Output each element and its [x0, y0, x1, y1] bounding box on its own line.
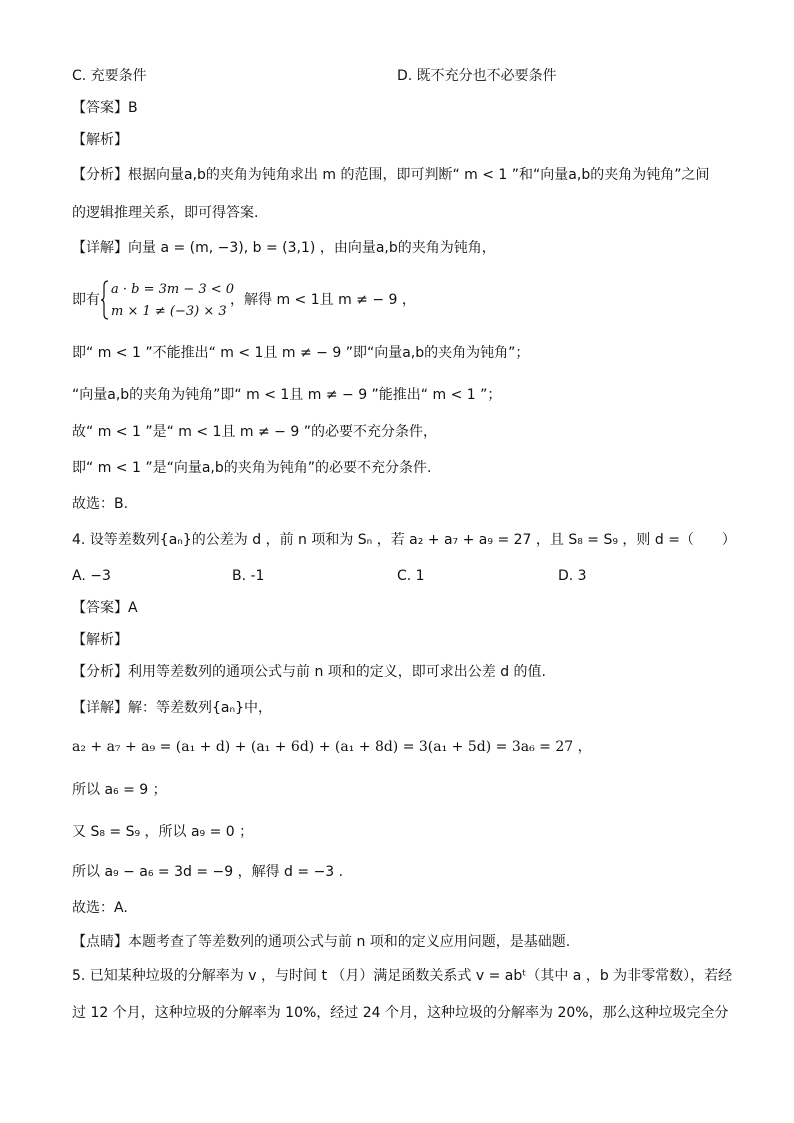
system-row-2: m × 1 ≠ (−3) × 3 — [111, 304, 227, 319]
system-result: ，解得 m < 1且 m ≠ − 9 ， — [230, 292, 416, 308]
equation-2: 所以 a₆ = 9 ； — [72, 782, 167, 798]
detail-text: 【详解】向量 a = (m, −3), b = (3,1) ，由向量a,b的夹角为钝角， — [72, 240, 496, 256]
choice-result: 故选：B. — [72, 496, 129, 512]
option-b: B. -1 — [232, 568, 265, 584]
reasoning-4: 即“ m < 1 ”是“向量a,b的夹角为钝角”的必要不充分条件. — [72, 460, 432, 476]
detail-text: 【详解】解：等差数列{aₙ}中， — [72, 700, 272, 716]
option-d: D. 3 — [558, 568, 587, 584]
question-5-cont: 过 12 个月，这种垃圾的分解率为 10%，经过 24 个月，这种垃圾的分解率为 20%，那么这种垃圾完全分 — [72, 1005, 729, 1021]
equation-3: 又 S₈ = S₉ ，所以 a₉ = 0 ； — [72, 824, 254, 840]
analysis-text: 【分析】根据向量a,b的夹角为钝角求出 m 的范围，即可判断“ m < 1 ”和“向量a,b的夹角为钝角”之间 — [72, 167, 710, 183]
option-d: D. 既不充分也不必要条件 — [397, 68, 557, 84]
comment-text: 【点睛】本题考查了等差数列的通项公式与前 n 项和的定义应用问题，是基础题. — [72, 934, 571, 950]
equation-1: a₂ + a₇ + a₉ = (a₁ + d) + (a₁ + 6d) + (a₁ + 8d) = 3(a₁ + 5d) = 3a₆ = 27 ， — [72, 739, 592, 755]
question-5: 5. 已知某种垃圾的分解率为 v ，与时间 t （月）满足函数关系式 v = abᵗ（其中 a ，b 为非零常数），若经 — [72, 968, 733, 984]
brace-icon — [101, 280, 109, 320]
option-a: A. −3 — [72, 568, 111, 584]
reasoning-2: “向量a,b的夹角为钝角”即“ m < 1且 m ≠ − 9 ”能推出“ m < 1 ”； — [72, 387, 502, 403]
option-c: C. 1 — [397, 568, 425, 584]
option-c: C. 充要条件 — [72, 68, 147, 84]
analysis-text-cont: 的逻辑推理关系，即可得答案. — [72, 205, 259, 221]
equation-4: 所以 a₉ − a₆ = 3d = −9 ，解得 d = −3 . — [72, 864, 344, 880]
answer-label: 【答案】B — [72, 100, 138, 116]
answer-label: 【答案】A — [72, 600, 138, 616]
analysis-heading: 【解析】 — [72, 132, 128, 148]
system-prefix: 即有 — [72, 292, 100, 308]
analysis-heading: 【解析】 — [72, 632, 128, 648]
analysis-text: 【分析】利用等差数列的通项公式与前 n 项和的定义，即可求出公差 d 的值. — [72, 664, 547, 680]
reasoning-3: 故“ m < 1 ”是“ m < 1且 m ≠ − 9 ”的必要不充分条件， — [72, 424, 437, 440]
question-4: 4. 设等差数列{aₙ}的公差为 d ，前 n 项和为 Sₙ ，若 a₂ + a₇ + a₉ = 27 ，且 S₈ = S₉ ，则 d =（ ） — [72, 532, 736, 548]
reasoning-1: 即“ m < 1 ”不能推出“ m < 1且 m ≠ − 9 ”即“向量a,b的夹角为钝角”； — [72, 345, 530, 361]
choice-result: 故选：A. — [72, 900, 128, 916]
system-row-1: a · b = 3m − 3 < 0 — [111, 282, 235, 297]
